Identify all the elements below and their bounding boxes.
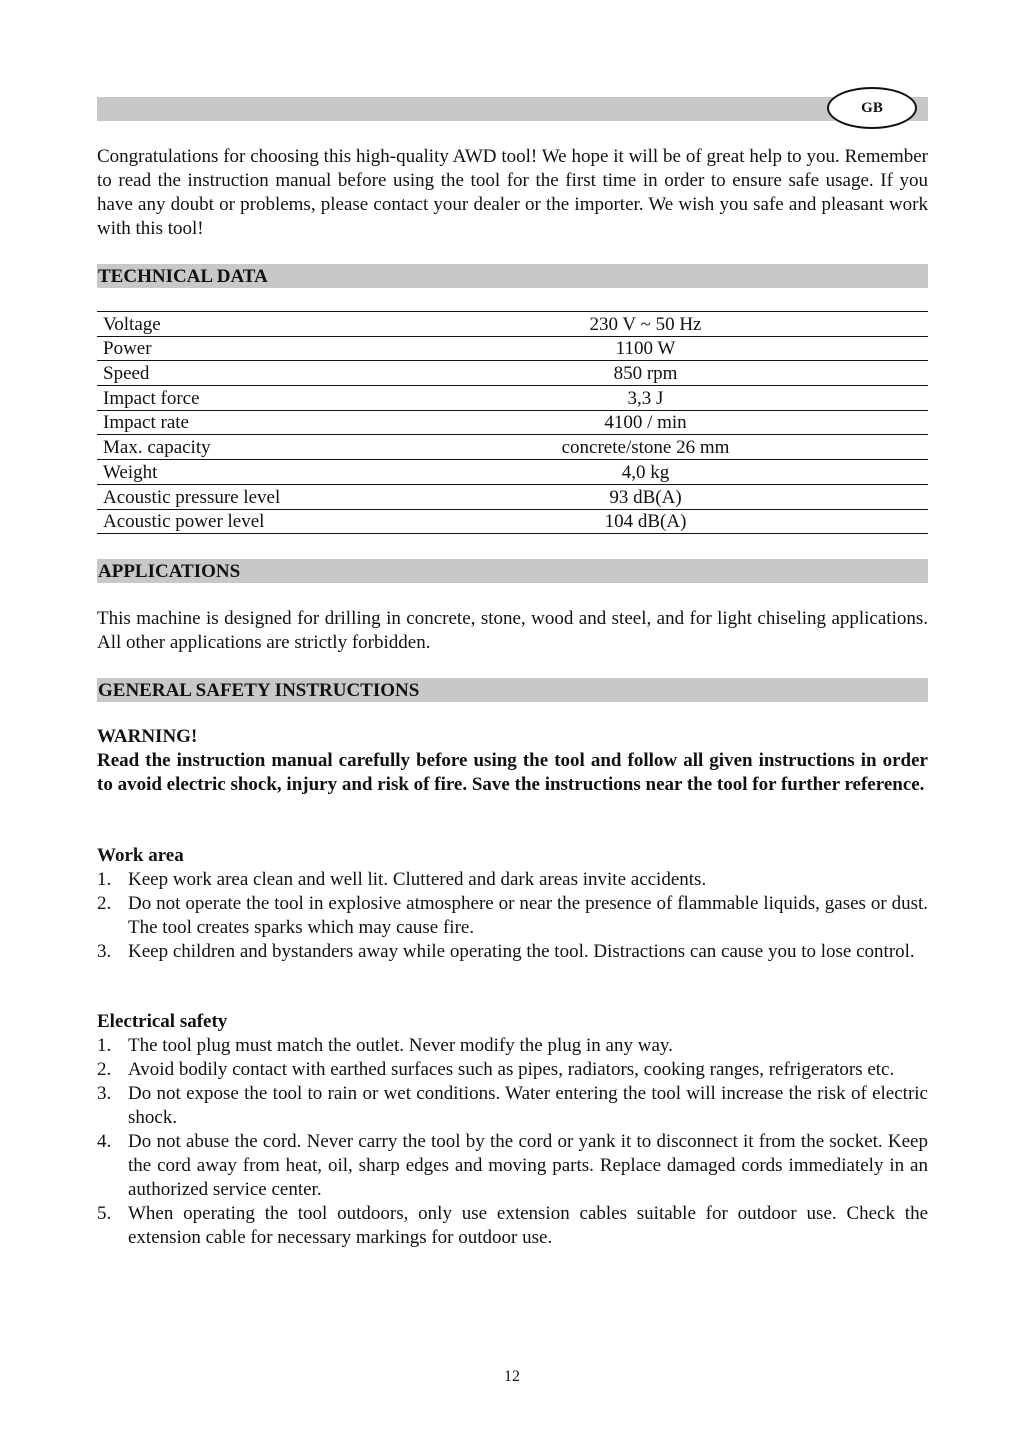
spec-label: Speed [97, 361, 443, 386]
spec-label: Impact force [97, 386, 443, 411]
list-item [97, 1034, 928, 1058]
spec-value: 850 rpm [443, 361, 928, 386]
electrical-safety-heading: Electrical safety [97, 1011, 228, 1032]
list-item [97, 868, 928, 892]
item-text: When operating the tool outdoors, only use extension cables suitable for outdoor use. Check the extension cable for necessary markings for outdoor use. [128, 1203, 928, 1248]
table-row [97, 509, 928, 534]
spec-value: 4,0 kg [443, 460, 928, 485]
item-number: 4. [97, 1131, 112, 1152]
electrical-safety-list [97, 1034, 928, 1250]
applications-heading: APPLICATIONS [97, 559, 928, 583]
list-item [97, 1202, 928, 1250]
applications-paragraph: This machine is designed for drilling in concrete, stone, wood and steel, and for light chiseling applications. All other applications are strictly forbidden. [97, 608, 928, 653]
table-row [97, 361, 928, 386]
item-text: The tool plug must match the outlet. Never modify the plug in any way. [128, 1035, 673, 1056]
item-text: Do not abuse the cord. Never carry the tool by the cord or yank it to disconnect it from the socket. Keep the cord away from heat, oil, sharp edges and moving parts. Replace damaged cords immediately in an authorized service center. [128, 1131, 928, 1200]
item-number: 1. [97, 869, 112, 890]
spec-label: Impact rate [97, 410, 443, 435]
header-bar [97, 97, 928, 121]
table-row [97, 410, 928, 435]
item-text: Do not operate the tool in explosive atmosphere or near the presence of flammable liquids, gases or dust. The tool creates sparks which may cause fire. [128, 893, 928, 938]
technical-data-heading: TECHNICAL DATA [97, 264, 928, 288]
language-badge: GB [827, 87, 917, 129]
safety-heading: GENERAL SAFETY INSTRUCTIONS [97, 678, 928, 702]
spec-label: Voltage [97, 312, 443, 337]
list-item [97, 892, 928, 940]
work-area-list [97, 868, 928, 964]
list-item [97, 1082, 928, 1130]
spec-label: Acoustic pressure level [97, 484, 443, 509]
spec-value: 4100 / min [443, 410, 928, 435]
technical-data-table [97, 311, 928, 534]
item-number: 3. [97, 941, 112, 962]
table-row [97, 336, 928, 361]
item-text: Keep work area clean and well lit. Cluttered and dark areas invite accidents. [128, 869, 707, 890]
item-text: Keep children and bystanders away while operating the tool. Distractions can cause you to lose control. [128, 941, 915, 962]
table-row [97, 312, 928, 337]
work-area-heading: Work area [97, 845, 184, 866]
item-number: 5. [97, 1203, 112, 1224]
table-row [97, 435, 928, 460]
item-number: 1. [97, 1035, 112, 1056]
spec-label: Weight [97, 460, 443, 485]
list-item [97, 1130, 928, 1202]
page-number: 12 [504, 1368, 520, 1385]
spec-value: 93 dB(A) [443, 484, 928, 509]
item-text: Do not expose the tool to rain or wet conditions. Water entering the tool will increase the risk of electric shock. [128, 1083, 928, 1128]
table-row [97, 484, 928, 509]
spec-label: Max. capacity [97, 435, 443, 460]
table-row [97, 460, 928, 485]
spec-label: Acoustic power level [97, 509, 443, 534]
table-row [97, 386, 928, 411]
item-number: 3. [97, 1083, 112, 1104]
spec-value: 230 V ~ 50 Hz [443, 312, 928, 337]
spec-value: 3,3 J [443, 386, 928, 411]
item-number: 2. [97, 1059, 112, 1080]
list-item [97, 940, 928, 964]
spec-value: 1100 W [443, 336, 928, 361]
item-number: 2. [97, 893, 112, 914]
warning-text: Read the instruction manual carefully before using the tool and follow all given instructions in order to avoid electric shock, injury and risk of fire. Save the instructions near the tool for further reference. [97, 750, 928, 795]
spec-value: concrete/stone 26 mm [443, 435, 928, 460]
item-text: Avoid bodily contact with earthed surfaces such as pipes, radiators, cooking ranges, refrigerators etc. [128, 1059, 895, 1080]
spec-label: Power [97, 336, 443, 361]
list-item [97, 1058, 928, 1082]
warning-title: WARNING! [97, 726, 198, 747]
intro-paragraph: Congratulations for choosing this high-quality AWD tool! We hope it will be of great help to you. Remember to read the instruction manual before using the tool for the first time in order to ensure safe usage. If you have any doubt or problems, please contact your dealer or the importer. We wish you safe and pleasant work with this tool! [97, 146, 928, 239]
spec-value: 104 dB(A) [443, 509, 928, 534]
